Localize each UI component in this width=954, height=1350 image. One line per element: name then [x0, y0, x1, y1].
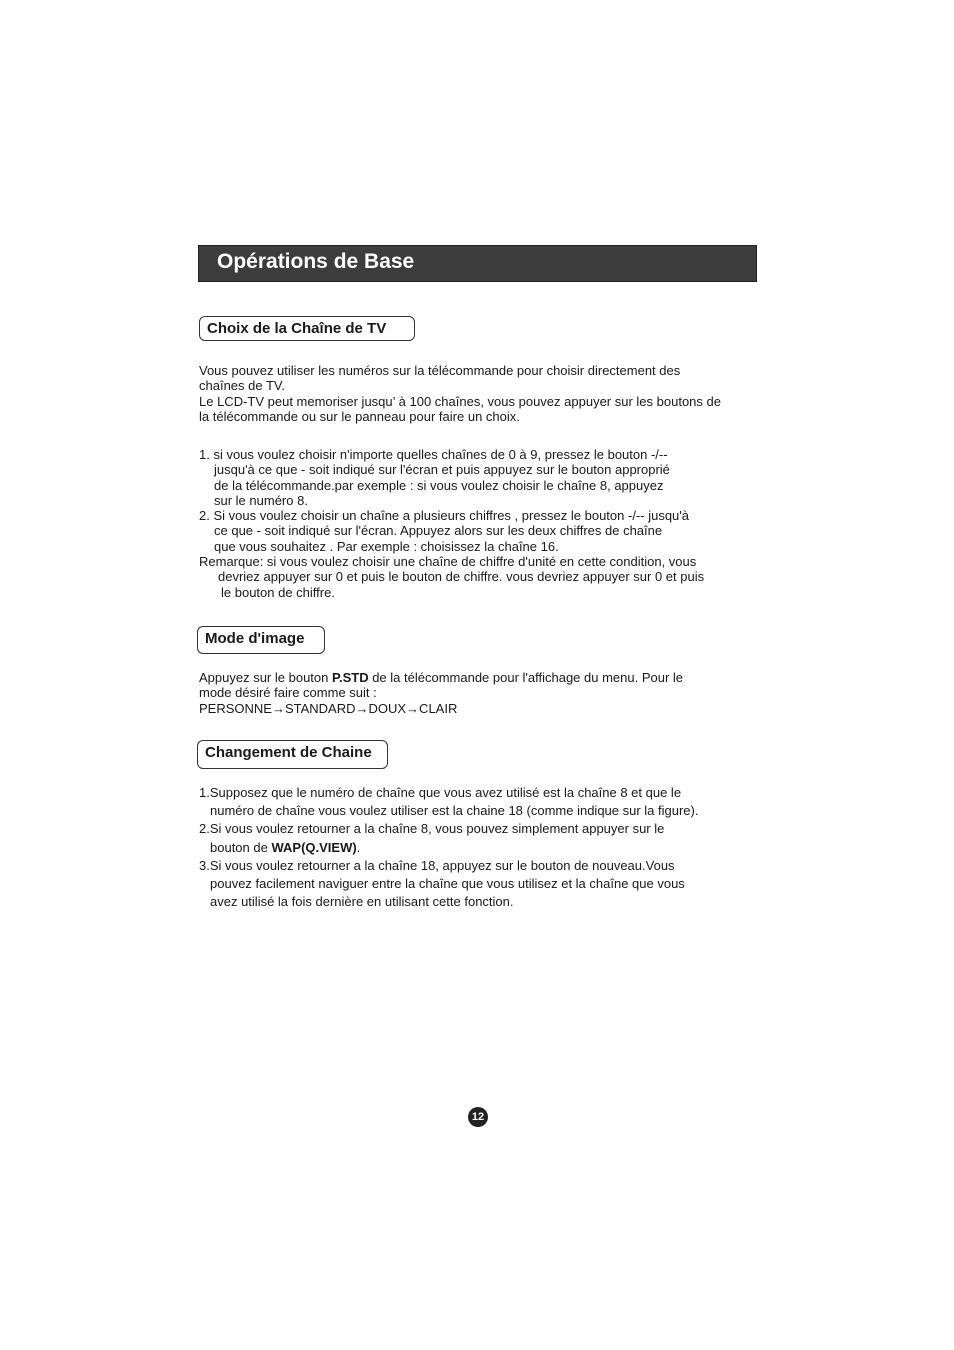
section-title-changement	[197, 740, 388, 769]
changement-line-text: bouton de	[210, 839, 272, 855]
changement-line: 1.Supposez que le numéro de chaîne que vous avez utilisé est la chaîne 8 et que le	[199, 785, 682, 800]
changement-line: 2.Si vous voulez retourner a la chaîne 8, vous pouvez simplement appuyer sur le	[199, 821, 665, 837]
choix-steps	[199, 447, 704, 600]
wap-button-label: WAP(Q.VIEW)	[271, 839, 357, 855]
choix-intro	[199, 363, 721, 424]
mode-line	[199, 670, 683, 685]
choix-step-line: jusqu'à ce que - soit indiqué sur l'écran et puis appuyez sur le bouton approprié	[214, 462, 670, 478]
choix-intro-line: Le LCD-TV peut memoriser jusqu’ à 100 chaînes, vous pouvez appuyer sur les boutons de	[199, 393, 721, 409]
changement-line: pouvez facilement naviguer entre la chaîne que vous utilisez et la chaîne que vous	[210, 876, 685, 892]
page-number: 12	[471, 1111, 485, 1123]
choix-step-line: 1. si vous voulez choisir n'importe quelles chaînes de 0 à 9, pressez le bouton -/--	[199, 447, 668, 462]
choix-intro-line: chaînes de TV.	[199, 378, 286, 394]
section-title-choix	[199, 316, 415, 341]
section-title-changement-text: Changement de Chaine	[205, 744, 372, 761]
choix-step-line: sur le numéro 8.	[214, 492, 308, 508]
mode-text	[199, 670, 683, 716]
section-title-mode	[197, 626, 325, 654]
section-title-choix-text: Choix de la Chaîne de TV	[207, 320, 387, 337]
changement-line: 3.Si vous voulez retourner a la chaîne 18, appuyez sur le bouton de nouveau.Vous	[199, 857, 675, 873]
page-title: Opérations de Base	[217, 250, 415, 273]
choix-step-line: de la télécommande.par exemple : si vous voulez choisir le chaîne 8, appuyez	[214, 477, 664, 493]
choix-remark-line: le bouton de chiffre.	[221, 584, 335, 600]
choix-remark-line: Remarque: si vous voulez choisir une chaîne de chiffre d'unité en cette condition, vous	[199, 554, 697, 570]
changement-line: avez utilisé la fois dernière en utilisant cette fonction.	[210, 894, 514, 910]
page-number-badge	[468, 1107, 488, 1127]
choix-step-line: que vous souhaitez . Par exemple : choisissez la chaîne 16.	[214, 538, 559, 554]
mode-line: mode désiré faire comme suit :	[199, 685, 377, 701]
choix-step-line: 2. Si vous voulez choisir un chaîne a plusieurs chiffres , pressez le bouton -/-- jusqu'à	[199, 508, 689, 524]
section-title-mode-text: Mode d'image	[205, 630, 305, 647]
pstd-button-label: P.STD	[331, 670, 369, 685]
mode-sequence: PERSONNE→STANDARD→DOUX→CLAIR	[199, 700, 458, 716]
choix-intro-line: Vous pouvez utiliser les numéros sur la télécommande pour choisir directement des	[199, 363, 681, 378]
choix-remark-line: devriez appuyer sur 0 et puis le bouton de chiffre. vous devriez appuyer sur 0 et puis	[218, 569, 705, 585]
page-header-bar	[198, 245, 757, 282]
changement-line-text: .	[356, 839, 361, 855]
choix-step-line: ce que - soit indiqué sur l'écran. Appuyez alors sur les deux chiffres de chaîne	[214, 523, 663, 539]
changement-steps	[199, 784, 698, 911]
mode-line-text: de la télécommande pour l'affichage du menu. Pour le	[368, 670, 684, 685]
changement-line: numéro de chaîne vous voulez utiliser est la chaine 18 (comme indique sur la figure).	[210, 803, 699, 819]
mode-line-text: Appuyez sur le bouton	[199, 670, 332, 685]
changement-line	[199, 839, 698, 857]
choix-intro-line: la télécommande ou sur le panneau pour faire un choix.	[199, 408, 520, 424]
